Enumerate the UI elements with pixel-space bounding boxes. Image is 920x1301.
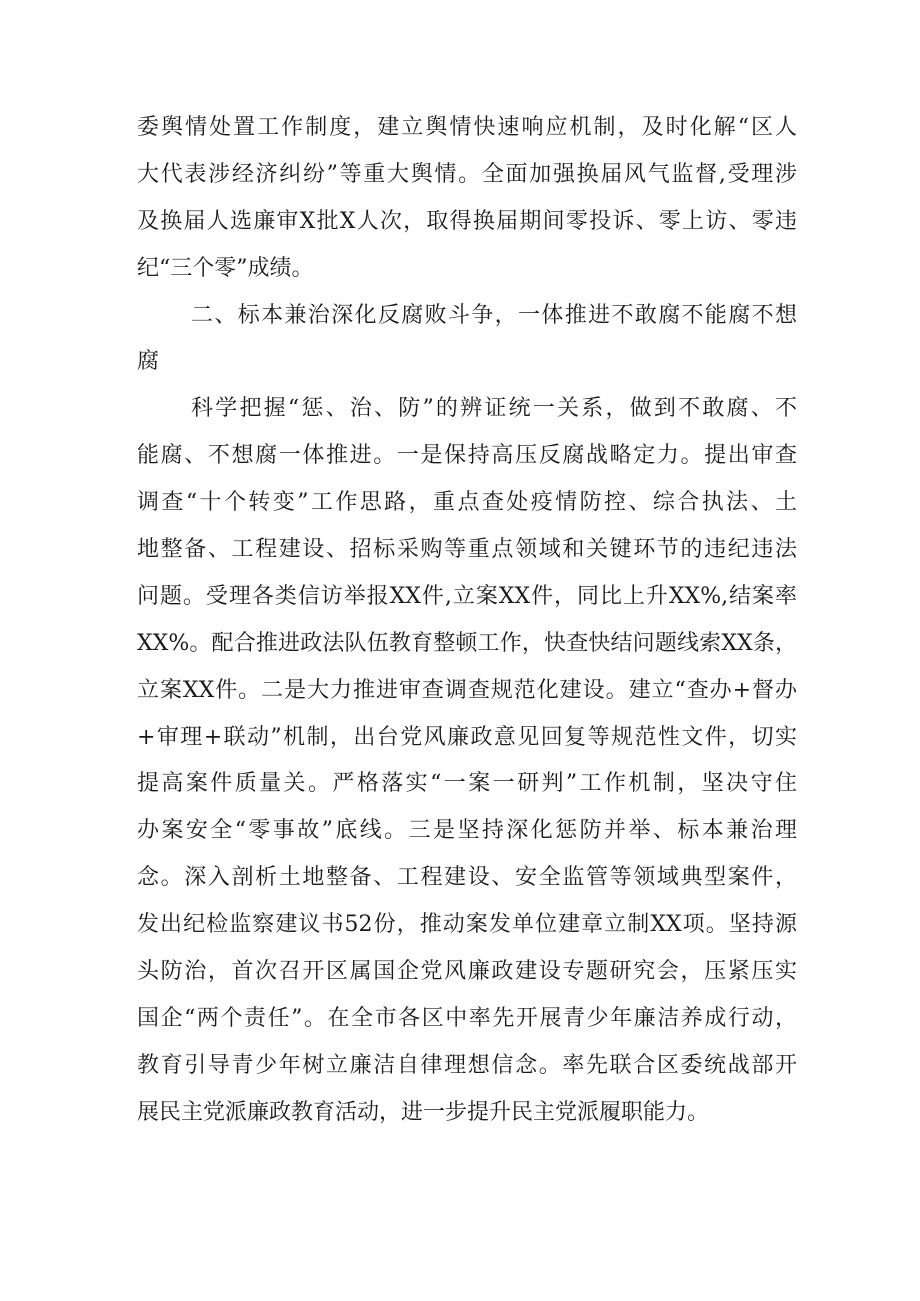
paragraph-line: 念。深入剖析土地整备、工程建设、安全监管等领域典型案件，: [137, 865, 797, 891]
paragraph-line: +审理+联动”机制，出台党风廉政意见回复等规范性文件，切实: [137, 724, 797, 750]
paragraph-line: 及换届人选廉审X批X人次，取得换届期间零投诉、零上访、零违: [137, 208, 797, 234]
body-text: [137, 105, 797, 1137]
paragraph-line: 委舆情处置工作制度，建立舆情快速响应机制，及时化解“区人: [137, 115, 797, 140]
paragraph-line: 大代表涉经济纠纷”等重大舆情。全面加强换届风气监督,受理涉: [137, 161, 797, 187]
paragraph-line: 提高案件质量关。严格落实“一案一研判”工作机制，坚决守住: [137, 771, 797, 797]
paragraph-line: 立案XX件。二是大力推进审查调查规范化建设。建立“查办+督办: [137, 677, 797, 703]
paragraph-line: 纪“三个零”成绩。: [137, 255, 314, 281]
paragraph-line: 调查“十个转变”工作思路，重点查处疫情防控、综合执法、土: [137, 490, 797, 516]
paragraph-line: 科学把握“惩、治、防”的辨证统一关系，做到不敢腐、不: [191, 396, 797, 422]
section-heading-line: 二、标本兼治深化反腐败斗争，一体推进不敢腐不能腐不想: [191, 302, 797, 328]
paragraph-line: 办案安全“零事故”底线。三是坚持深化惩防并举、标本兼治理: [137, 818, 797, 844]
paragraph-line: 问题。受理各类信访举报XX件,立案XX件，同比上升XX%,结案率: [137, 583, 797, 609]
paragraph-line: 头防治，首次召开区属国企党风廉政建设专题研究会，压紧压实: [137, 959, 797, 985]
paragraph-line: XX%。配合推进政法队伍教育整顿工作，快查快结问题线索XX条，: [137, 630, 797, 656]
section-heading-line: 腐: [137, 349, 160, 375]
paragraph-line: 展民主党派廉政教育活动，进一步提升民主党派履职能力。: [137, 1099, 710, 1125]
paragraph-line: 国企“两个责任”。在全市各区中率先开展青少年廉洁养成行动，: [137, 1005, 797, 1031]
paragraph-line: 教育引导青少年树立廉洁自律理想信念。率先联合区委统战部开: [137, 1052, 797, 1078]
paragraph-line: 能腐、不想腐一体推进。一是保持高压反腐战略定力。提出审查: [137, 443, 797, 469]
paragraph-line: 发出纪检监察建议书52份，推动案发单位建章立制XX项。坚持源: [137, 912, 797, 938]
paragraph-line: 地整备、工程建设、招标采购等重点领域和关键环节的违纪违法: [137, 537, 797, 563]
